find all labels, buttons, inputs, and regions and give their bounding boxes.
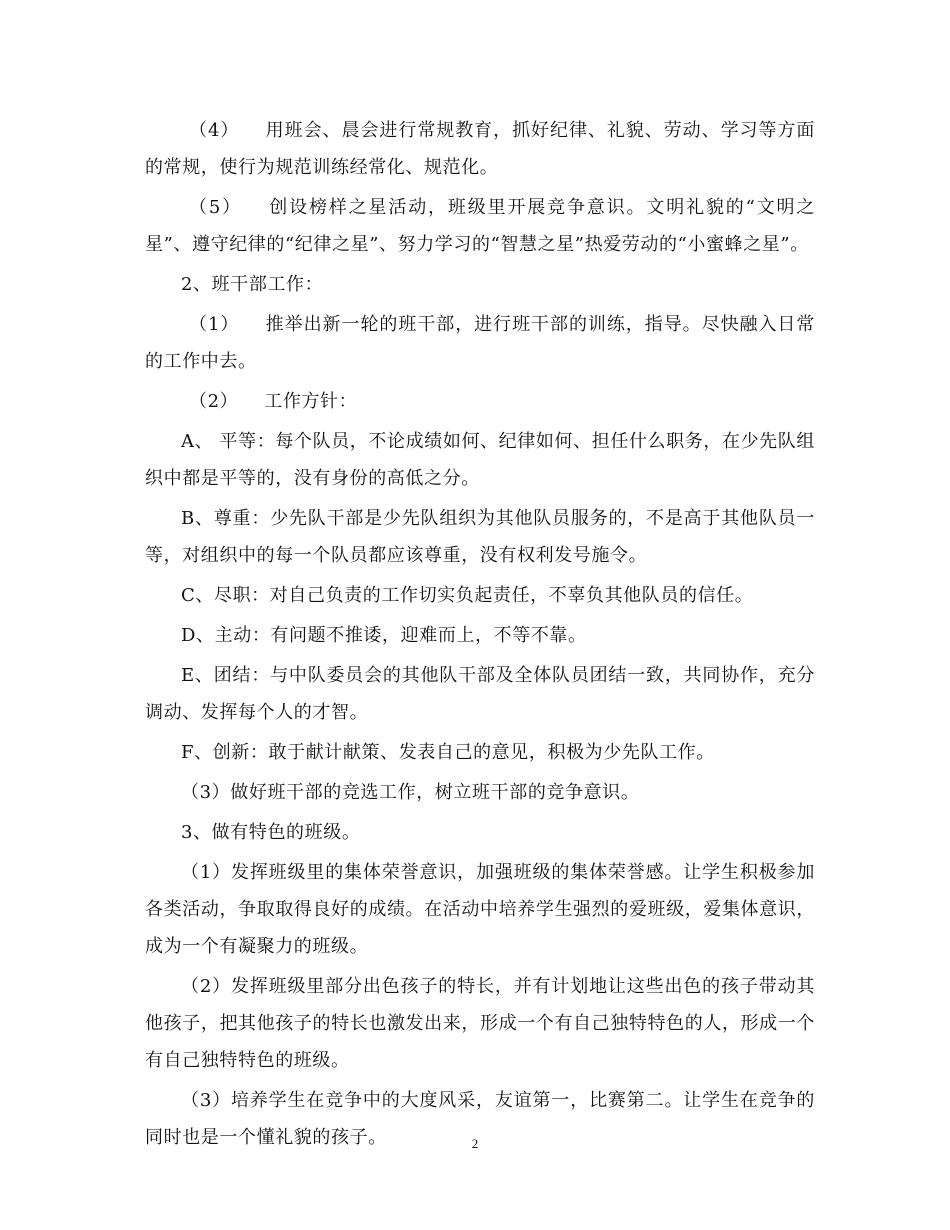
paragraph bbox=[145, 306, 815, 380]
paragraph bbox=[145, 968, 815, 1079]
paragraph bbox=[145, 854, 815, 965]
paragraph-text: E、团结：与中队委员会的其他队干部及全体队员团结一致，共同协作，充分调动、发挥每个人的才智。 bbox=[145, 665, 815, 723]
paragraph bbox=[145, 500, 815, 574]
paragraph-text: B、尊重：少先队干部是少先队组织为其他队员服务的，不是高于其他队员一等，对组织中的每一个队员都应该尊重，没有权利发号施令。 bbox=[145, 508, 815, 566]
paragraph-text: 3、做有特色的班级。 bbox=[181, 822, 361, 843]
paragraph-text: A、 平等：每个队员，不论成绩如何、纪律如何、担任什么职务，在少先队组织中都是平等的，没有身份的高低之分。 bbox=[145, 431, 815, 489]
paragraph-text: 2、班干部工作： bbox=[181, 274, 324, 295]
list-marker: （5） bbox=[189, 197, 243, 218]
paragraph-text: C、尽职：对自己负责的工作切实负起责任，不辜负其他队员的信任。 bbox=[181, 585, 754, 606]
paragraph-text: （1）发挥班级里的集体荣誉意识，加强班级的集体荣誉感。让学生积极参加各类活动，争取取得良好的成绩。在活动中培养学生强烈的爱班级，爱集体意识，成为一个有凝聚力的班级。 bbox=[145, 862, 815, 957]
paragraph bbox=[145, 112, 815, 186]
section-heading bbox=[145, 266, 815, 303]
paragraph-text: F、创新：敢于献计献策、发表自己的意见，积极为少先队工作。 bbox=[181, 742, 715, 763]
paragraph bbox=[145, 189, 815, 263]
document-body bbox=[145, 112, 815, 1156]
paragraph bbox=[145, 774, 815, 811]
list-marker: （4） bbox=[189, 120, 240, 141]
list-marker: （1） bbox=[189, 314, 240, 335]
paragraph-text: （2）发挥班级里部分出色孩子的特长，并有计划地让这些出色的孩子带动其他孩子，把其他孩子的特长也激发出来，形成一个有自己独特特色的人，形成一个有自己独特特色的班级。 bbox=[145, 976, 815, 1071]
paragraph-text: 工作方针： bbox=[264, 391, 358, 412]
paragraph-text: 用班会、晨会进行常规教育，抓好纪律、礼貌、劳动、学习等方面的常规，使行为规范训练经常化、规范化。 bbox=[145, 120, 815, 178]
section-heading bbox=[145, 814, 815, 851]
paragraph-text: D、主动：有问题不推诿，迎难而上，不等不靠。 bbox=[181, 625, 587, 646]
page-number: 2 bbox=[471, 1136, 479, 1151]
paragraph bbox=[145, 423, 815, 497]
paragraph-text: 创设榜样之星活动，班级里开展竞争意识。文明礼貌的“文明之星”、遵守纪律的“纪律之星”、努力学习的“智慧之星”热爱劳动的“小蜜蜂之星”。 bbox=[145, 197, 816, 255]
paragraph bbox=[145, 577, 815, 614]
paragraph bbox=[145, 383, 815, 420]
paragraph-text: （3）做好班干部的竞选工作，树立班干部的竞争意识。 bbox=[181, 782, 640, 803]
paragraph-text: （3）培养学生在竞争中的大度风采，友谊第一，比赛第二。让学生在竞争的同时也是一个懂礼貌的孩子。 bbox=[145, 1090, 815, 1148]
list-marker: （2） bbox=[189, 391, 239, 412]
paragraph bbox=[145, 617, 815, 654]
paragraph bbox=[145, 657, 815, 731]
paragraph-text: 推举出新一轮的班干部，进行班干部的训练，指导。尽快融入日常的工作中去。 bbox=[145, 314, 815, 372]
paragraph bbox=[145, 734, 815, 771]
